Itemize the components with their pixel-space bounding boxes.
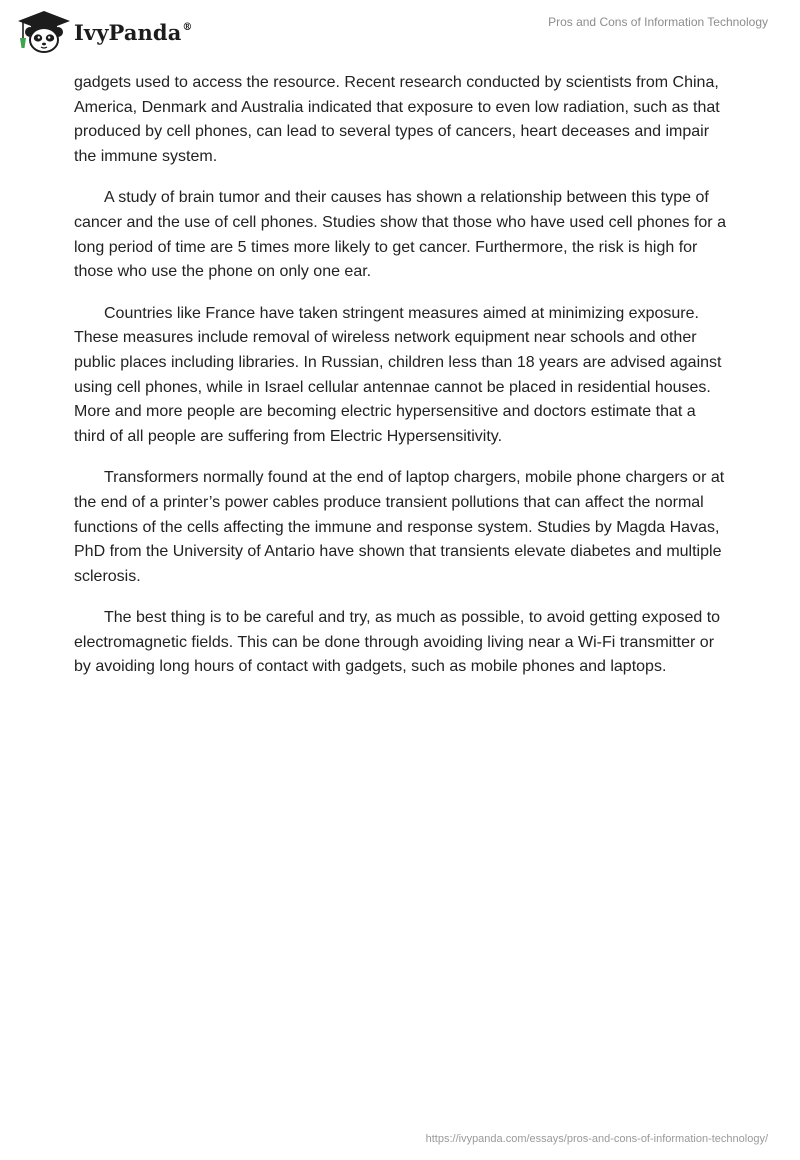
ivypanda-logo[interactable]: [14, 8, 193, 54]
panda-graduation-cap-icon: [14, 8, 70, 54]
document-title: Pros and Cons of Information Technology: [548, 15, 768, 29]
paragraph: Transformers normally found at the end of laptop chargers, mobile phone chargers or at the end of a printer’s power cables produce transient pollutions that can affect the normal functions of the cells affecting the immune and response system. Studies by Magda Havas, PhD from the University of Antario have shown that transients elevate diabetes and multiple sclerosis.: [74, 469, 725, 585]
paragraph: gadgets used to access the resource. Recent research conducted by scientists from China, America, Denmark and Australia indicated that exposure to even low radiation, such as that produced by cell phones, can lead to several types of cancers, heart deceases and impair the immune system.: [74, 74, 720, 165]
page-header: [0, 0, 800, 64]
paragraph: The best thing is to be careful and try, as much as possible, to avoid getting exposed to electromagnetic fields. This can be done through avoiding living near a Wi-Fi transmitter or by avoiding long hours of contact with gadgets, such as mobile phones and laptops.: [74, 609, 721, 676]
essay-body: [74, 71, 730, 697]
registered-mark: ®: [182, 21, 193, 33]
paragraph: Countries like France have taken stringent measures aimed at minimizing exposure. These measures include removal of wireless network equipment near schools and other public places including libraries. In Russian, children less than 18 years are advised against using cell phones, while in Israel cellular antennae cannot be placed in residential houses. More and more people are becoming electric hypersensitive and doctors estimate that a third of all people are suffering from Electric Hypersensitivity.: [74, 304, 722, 445]
source-url-link[interactable]: https://ivypanda.com/essays/pros-and-cons-of-information-technology/: [425, 1133, 768, 1145]
paragraph: A study of brain tumor and their causes has shown a relationship between this type of cancer and the use of cell phones. Studies show that those who have used cell phones for a long period of time are 5 times more likely to get cancer. Furthermore, the risk is high for those who use the phone on only one ear.: [74, 189, 726, 281]
brand-name: IvyPanda®: [74, 19, 193, 45]
